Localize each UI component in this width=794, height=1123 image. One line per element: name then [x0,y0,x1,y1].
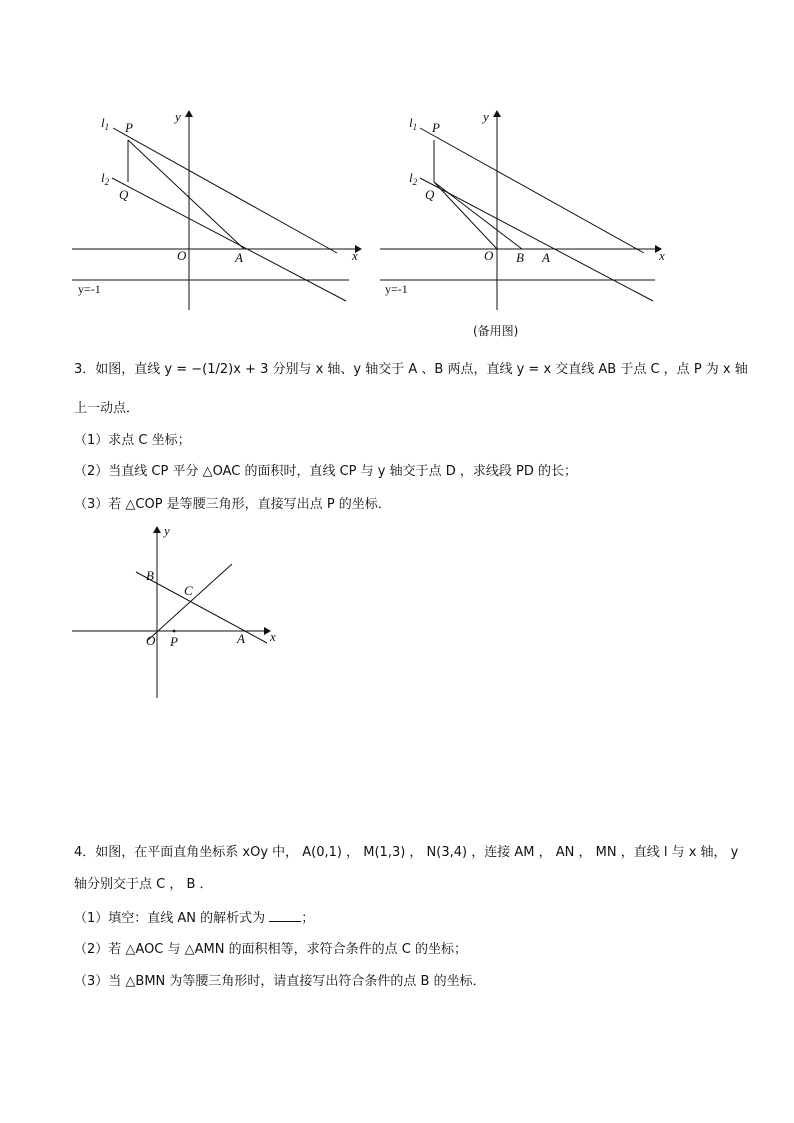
fig2-label-b: B [516,250,524,265]
fig2-label-l1: $l_1$ [409,115,418,132]
q4-part-1-text: （1）填空：直线 AN 的解析式为 [74,911,270,926]
fig1-label-l2: $l_2$ [101,170,110,187]
fig1-y-arrow [185,110,193,117]
fig2-label-a: A [542,250,550,265]
fig3-label-o: O [146,633,156,648]
q3-part-1: （1）求点 C 坐标； [74,433,191,448]
q3-line-1: 3．如图，直线 y = −(1/2)x + 3 分别与 x 轴、y 轴交于 A 、B 两点，直线 y = x 交直线 AB 于点 C ，点 P 为 x 轴 [74,362,748,377]
figure-2-caption: (备用图) [473,324,519,338]
fig2-line-l2 [420,178,653,301]
fig3-point-p [173,630,176,633]
fig1-line-l2 [112,178,346,301]
fig3-label-b: B [146,568,154,583]
q4-part-1-end: ； [301,911,315,926]
fig1-line-l1 [113,128,337,253]
q4-line-1: 4．如图，在平面直角坐标系 xOy 中， A(0,1) ， M(1,3) ， N(3,4) ，连接 AM ， AN ， MN ，直线 l 与 x 轴， y [74,845,739,860]
q4-line-2: 轴分别交于点 C ， B ． [74,877,213,892]
q3-part-3: （3）若 △COP 是等腰三角形，直接写出点 P 的坐标． [74,497,391,512]
fig3-label-a: A [237,631,245,646]
fig1-label-x: x [352,248,358,263]
fig1-label-y-minus1: y=-1 [78,282,101,296]
fig1-segment-pa [128,140,244,249]
fig1-label-l1: $l_1$ [101,115,110,132]
fig2-line-l1 [420,128,644,253]
fig3-label-y: y [164,523,170,538]
fig2-label-q: Q [425,187,435,202]
fig2-label-l2: $l_2$ [409,170,418,187]
fig3-label-x: x [270,629,276,644]
q3-part-2: （2）当直线 CP 平分 △OAC 的面积时，直线 CP 与 y 轴交于点 D ，求线段 PD 的长； [74,464,577,479]
fig1-label-p: P [125,120,133,135]
q4-part-2: （2）若 △AOC 与 △AMN 的面积相等，求符合条件的点 C 的坐标； [74,942,467,957]
q3-line-2: 上一动点． [74,401,140,416]
fig2-segment-qb [434,182,522,249]
fig3-label-p: P [170,634,178,649]
q4-part-3: （3）当 △BMN 为等腰三角形时，请直接写出符合条件的点 B 的坐标． [74,974,486,989]
fig3-label-c: C [184,583,193,598]
fig2-label-p: P [432,120,440,135]
fig3-line-y-eq-x [148,564,232,640]
fig2-label-x: x [659,248,665,263]
fig1-label-a: A [235,250,243,265]
fig2-segment-qo [434,182,497,249]
fig1-label-y: y [175,109,181,124]
fig3-line-ab [136,572,267,643]
fig3-y-arrow [153,526,161,533]
fig1-label-q: Q [119,187,129,202]
answer-blank [269,909,301,922]
fig2-label-y-minus1: y=-1 [385,282,408,296]
fig2-y-arrow [493,110,501,117]
fig1-label-o: O [177,248,187,263]
q4-part-1 [74,909,314,928]
fig2-label-y: y [483,109,489,124]
fig2-label-o: O [484,248,494,263]
